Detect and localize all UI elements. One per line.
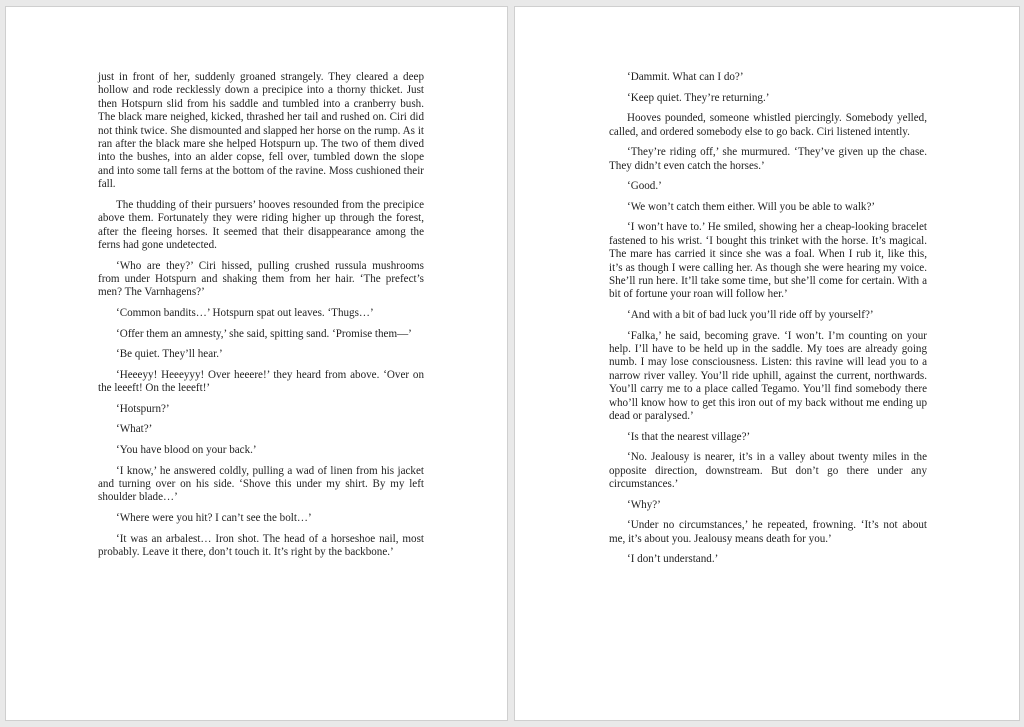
- paragraph: Hooves pounded, someone whistled piercingly. Somebody yelled, called, and ordered somebody else to go back. Ciri listened intently.: [609, 112, 927, 138]
- left-page: [5, 6, 508, 721]
- paragraph: ‘Hotspurn?’: [116, 402, 170, 415]
- right-page-text: [609, 71, 927, 574]
- paragraph: ‘Dammit. What can I do?’: [627, 71, 744, 83]
- right-page: [514, 6, 1020, 721]
- paragraph: ‘What?’: [116, 423, 153, 436]
- paragraph: ‘Who are they?’ Ciri hissed, pulling crushed russula mushrooms from under Hotspurn and shaking them from her hair. ‘The prefect’s men? The Varnhagens?’: [98, 259, 424, 299]
- paragraph: The thudding of their pursuers’ hooves resounded from the precipice above them. Fortunately they were riding higher up through the forest, after the fleeing horses. It seemed that their disappearance among the ferns had gone undetected.: [98, 198, 424, 252]
- paragraph: ‘Good.’: [627, 180, 662, 193]
- paragraph: ‘Why?’: [627, 498, 661, 511]
- paragraph: ‘It was an arbalest… Iron shot. The head of a horseshoe nail, most probably. Leave it there, don’t touch it. It’s right by the backbone.’: [98, 532, 424, 559]
- paragraph: ‘No. Jealousy is nearer, it’s in a valley about twenty miles in the opposite direction, downstream. But don’t go there under any circumstances.’: [609, 451, 927, 491]
- paragraph: ‘They’re riding off,’ she murmured. ‘They’ve given up the chase. They didn’t even catch the horses.’: [609, 146, 927, 172]
- left-page-text: [98, 71, 424, 567]
- paragraph: ‘Under no circumstances,’ he repeated, frowning. ‘It’s not about me, it’s about you. Jealousy means death for you.’: [609, 519, 927, 545]
- paragraph: ‘I know,’ he answered coldly, pulling a wad of linen from his jacket and turning over on his side. ‘Shove this under my shirt. By my left shoulder blade…’: [98, 464, 424, 504]
- paragraph: ‘Be quiet. They’ll hear.’: [116, 348, 223, 361]
- paragraph: ‘And with a bit of bad luck you’ll ride off by yourself?’: [627, 309, 874, 321]
- paragraph: ‘Offer them an amnesty,’ she said, spitting sand. ‘Promise them—’: [116, 327, 412, 340]
- paragraph: ‘Heeeyy! Heeeyyy! Over heeere!’ they heard from above. ‘Over on the leeeft! On the leeeft!’: [98, 368, 424, 395]
- paragraph: ‘I don’t understand.’: [627, 553, 719, 566]
- paragraph: ‘I won’t have to.’ He smiled, showing her a cheap-looking bracelet fastened to his wrist. ‘I bought this trinket with the horse. It’s magical. The mare has carried it since she was a foal. When I rub it, like this, it’s as though I were calling her. As though she were hearing my voice. She’ll run here. It’ll take some time, but she’ll come for certain. With a bit of fortune your roan will follow her.’: [609, 221, 927, 301]
- paragraph: ‘Keep quiet. They’re returning.’: [627, 91, 770, 104]
- paragraph: ‘You have blood on your back.’: [116, 444, 257, 457]
- paragraph: ‘Falka,’ he said, becoming grave. ‘I won’t. I’m counting on your help. I’ll have to be held up in the saddle. My toes are already going numb. I may lose consciousness. Listen: this ravine will lead you to a narrow river valley. You’ll ride uphill, against the current, northwards. You’ll carry me to a place called Tegamo. You’ll find somebody there who’ll know how to get this iron out of my back without me ending up dead or paralysed.’: [609, 329, 927, 423]
- paragraph: ‘Common bandits…’ Hotspurn spat out leaves. ‘Thugs…’: [116, 307, 374, 320]
- paragraph: ‘Is that the nearest village?’: [627, 430, 751, 443]
- paragraph: ‘Where were you hit? I can’t see the bolt…’: [116, 512, 312, 525]
- paragraph: ‘We won’t catch them either. Will you be able to walk?’: [627, 200, 876, 213]
- paragraph: just in front of her, suddenly groaned strangely. They cleared a deep hollow and rode recklessly down a precipice into a thorny thicket. Just then Hotspurn slid from his saddle and tumbled into a cranberry bush. The black mare neighed, kicked, thrashed her tail and rushed on. Ciri did not think twice. She dismounted and slapped her horse on the rump. As it ran after the black mare she helped Hotspurn up. The two of them dived into the bushes, into an alder copse, fell over, tumbled down the slope and into some tall ferns at the bottom of the ravine. Moss cushioned their fall.: [98, 71, 424, 191]
